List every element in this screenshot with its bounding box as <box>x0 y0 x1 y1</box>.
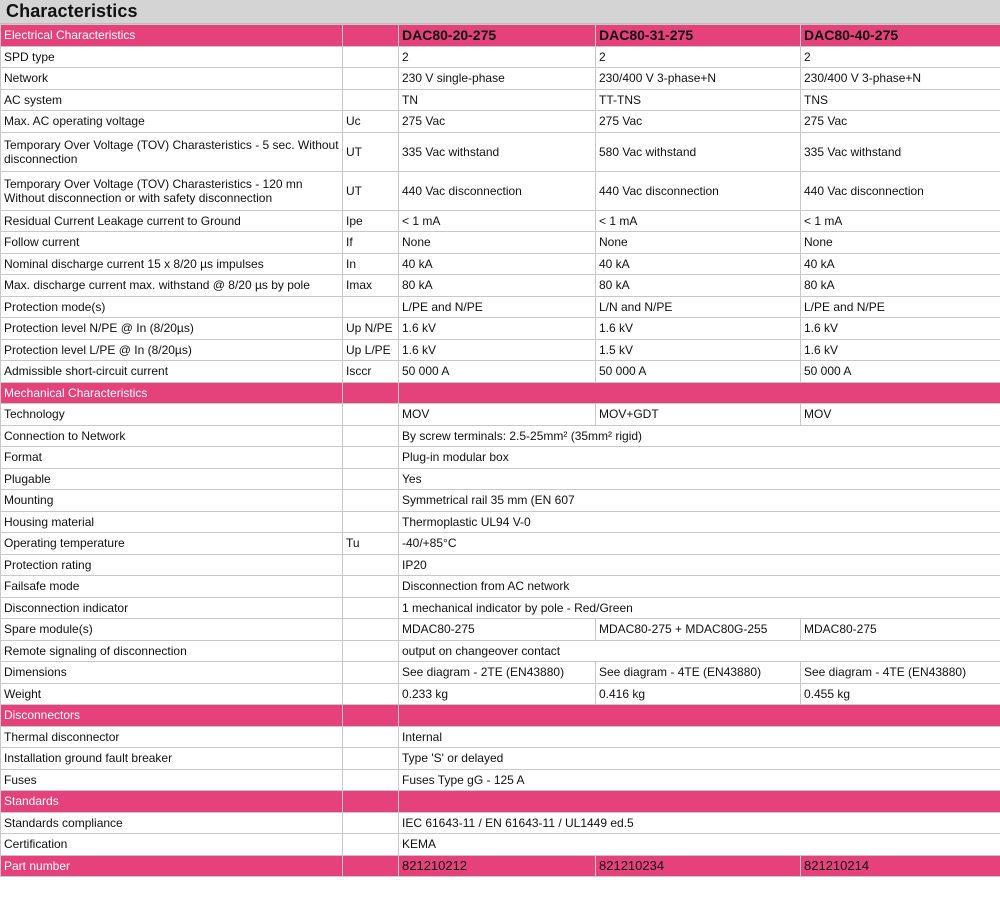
section-header-standards <box>1 791 1000 813</box>
row-symbol <box>343 490 399 512</box>
row-value: 40 kA <box>596 253 801 275</box>
row-symbol: Uc <box>343 111 399 133</box>
section-header-disconnectors <box>1 705 1000 727</box>
table-row <box>1 533 1000 555</box>
row-shared-value: Disconnection from AC network <box>399 576 1000 598</box>
row-symbol <box>343 89 399 111</box>
table-row <box>1 748 1000 770</box>
row-symbol <box>343 425 399 447</box>
table-body <box>1 25 1000 877</box>
section-title: Mechanical Characteristics <box>1 382 343 404</box>
row-symbol: If <box>343 232 399 254</box>
row-value: 335 Vac withstand <box>801 132 1000 171</box>
row-label: Max. AC operating voltage <box>1 111 343 133</box>
row-symbol: Imax <box>343 275 399 297</box>
row-shared-value: IEC 61643-11 / EN 61643-11 / UL1449 ed.5 <box>399 812 1000 834</box>
row-shared-value: Yes <box>399 468 1000 490</box>
table-row <box>1 683 1000 705</box>
section-header-mechanical <box>1 382 1000 404</box>
product-name: DAC80-40-275 <box>801 25 1000 47</box>
product-name: DAC80-20-275 <box>399 25 596 47</box>
row-symbol <box>343 46 399 68</box>
table-row <box>1 662 1000 684</box>
row-value: 50 000 A <box>801 361 1000 383</box>
row-value: 440 Vac disconnection <box>801 171 1000 210</box>
section-title: Disconnectors <box>1 705 343 727</box>
row-value: 2 <box>399 46 596 68</box>
table-row <box>1 171 1000 210</box>
row-shared-value: output on changeover contact <box>399 640 1000 662</box>
row-symbol: Isccr <box>343 361 399 383</box>
row-value: 1.6 kV <box>801 339 1000 361</box>
row-label: Protection level L/PE @ In (8/20µs) <box>1 339 343 361</box>
table-row <box>1 468 1000 490</box>
row-label: Protection level N/PE @ In (8/20µs) <box>1 318 343 340</box>
row-value: See diagram - 4TE (EN43880) <box>596 662 801 684</box>
table-row <box>1 46 1000 68</box>
row-label: Weight <box>1 683 343 705</box>
row-value: 80 kA <box>399 275 596 297</box>
row-label: Follow current <box>1 232 343 254</box>
row-shared-value: Internal <box>399 726 1000 748</box>
row-value: 440 Vac disconnection <box>399 171 596 210</box>
row-value: 80 kA <box>801 275 1000 297</box>
row-label: Housing material <box>1 511 343 533</box>
row-value: 2 <box>801 46 1000 68</box>
row-symbol <box>343 834 399 856</box>
table-row <box>1 210 1000 232</box>
row-symbol: UT <box>343 132 399 171</box>
section-symbol-cell <box>343 25 399 47</box>
table-row <box>1 554 1000 576</box>
table-row <box>1 89 1000 111</box>
row-label: Temporary Over Voltage (TOV) Charasteristics - 5 sec. Without disconnection <box>1 132 343 171</box>
row-label: Connection to Network <box>1 425 343 447</box>
row-label: Protection mode(s) <box>1 296 343 318</box>
row-value: None <box>801 232 1000 254</box>
row-label: Remote signaling of disconnection <box>1 640 343 662</box>
row-symbol: Up L/PE <box>343 339 399 361</box>
row-symbol <box>343 554 399 576</box>
section-blank <box>399 791 1000 813</box>
row-shared-value: Type 'S' or delayed <box>399 748 1000 770</box>
row-label: Standards compliance <box>1 812 343 834</box>
table-row <box>1 597 1000 619</box>
table-row <box>1 275 1000 297</box>
row-label: Max. discharge current max. withstand @ 8/20 µs by pole <box>1 275 343 297</box>
table-row <box>1 834 1000 856</box>
row-value: < 1 mA <box>399 210 596 232</box>
row-value: 40 kA <box>399 253 596 275</box>
table-row <box>1 576 1000 598</box>
section-symbol-cell <box>343 791 399 813</box>
row-value: 580 Vac withstand <box>596 132 801 171</box>
row-value: 0.455 kg <box>801 683 1000 705</box>
row-value: 80 kA <box>596 275 801 297</box>
table-row <box>1 296 1000 318</box>
row-value: 1.6 kV <box>399 318 596 340</box>
row-symbol <box>343 404 399 426</box>
row-value: 1.6 kV <box>801 318 1000 340</box>
row-symbol <box>343 683 399 705</box>
row-value: 1.6 kV <box>596 318 801 340</box>
table-row <box>1 68 1000 90</box>
row-value: TT-TNS <box>596 89 801 111</box>
row-value: 1.6 kV <box>399 339 596 361</box>
row-value: 0.233 kg <box>399 683 596 705</box>
row-value: L/PE and N/PE <box>399 296 596 318</box>
part-number-row <box>1 855 1000 877</box>
row-symbol <box>343 769 399 791</box>
table-row <box>1 511 1000 533</box>
table-row <box>1 812 1000 834</box>
row-value: 275 Vac <box>399 111 596 133</box>
table-row <box>1 726 1000 748</box>
row-label: Thermal disconnector <box>1 726 343 748</box>
row-label: Plugable <box>1 468 343 490</box>
row-label: Temporary Over Voltage (TOV) Charasteristics - 120 mn Without disconnection or with safety disconnection <box>1 171 343 210</box>
part-number-value: 821210212 <box>399 855 596 877</box>
row-symbol: Tu <box>343 533 399 555</box>
table-row <box>1 640 1000 662</box>
row-symbol: Up N/PE <box>343 318 399 340</box>
table-row <box>1 447 1000 469</box>
row-shared-value: Thermoplastic UL94 V-0 <box>399 511 1000 533</box>
row-value: MOV <box>399 404 596 426</box>
row-symbol <box>343 576 399 598</box>
row-shared-value: 1 mechanical indicator by pole - Red/Green <box>399 597 1000 619</box>
table-row <box>1 361 1000 383</box>
characteristics-table <box>0 24 1000 877</box>
row-value: None <box>596 232 801 254</box>
row-value: 0.416 kg <box>596 683 801 705</box>
part-number-label: Part number <box>1 855 343 877</box>
product-name: DAC80-31-275 <box>596 25 801 47</box>
table-row <box>1 253 1000 275</box>
row-label: Installation ground fault breaker <box>1 748 343 770</box>
section-title: Electrical Characteristics <box>1 25 343 47</box>
row-value: TNS <box>801 89 1000 111</box>
section-blank <box>399 382 1000 404</box>
row-value: None <box>399 232 596 254</box>
row-symbol <box>343 662 399 684</box>
table-row <box>1 619 1000 641</box>
row-label: Fuses <box>1 769 343 791</box>
section-header-electrical <box>1 25 1000 47</box>
table-row <box>1 232 1000 254</box>
table-row <box>1 404 1000 426</box>
row-value: MDAC80-275 <box>801 619 1000 641</box>
row-symbol <box>343 468 399 490</box>
row-label: Residual Current Leakage current to Ground <box>1 210 343 232</box>
row-symbol <box>343 640 399 662</box>
row-symbol <box>343 748 399 770</box>
row-value: 2 <box>596 46 801 68</box>
row-label: Technology <box>1 404 343 426</box>
row-value: L/PE and N/PE <box>801 296 1000 318</box>
row-label: Mounting <box>1 490 343 512</box>
row-shared-value: Fuses Type gG - 125 A <box>399 769 1000 791</box>
row-value: 230/400 V 3-phase+N <box>596 68 801 90</box>
row-value: 230 V single-phase <box>399 68 596 90</box>
row-symbol <box>343 619 399 641</box>
row-label: Spare module(s) <box>1 619 343 641</box>
part-number-value: 821210234 <box>596 855 801 877</box>
row-symbol <box>343 68 399 90</box>
row-symbol <box>343 812 399 834</box>
row-label: Certification <box>1 834 343 856</box>
row-label: AC system <box>1 89 343 111</box>
row-symbol <box>343 597 399 619</box>
row-label: Operating temperature <box>1 533 343 555</box>
row-symbol: UT <box>343 171 399 210</box>
row-value: MOV+GDT <box>596 404 801 426</box>
section-title: Standards <box>1 791 343 813</box>
table-row <box>1 111 1000 133</box>
row-value: TN <box>399 89 596 111</box>
row-value: MOV <box>801 404 1000 426</box>
row-symbol: Ipe <box>343 210 399 232</box>
row-symbol: In <box>343 253 399 275</box>
row-symbol <box>343 296 399 318</box>
row-shared-value: By screw terminals: 2.5-25mm² (35mm² rigid) <box>399 425 1000 447</box>
row-value: MDAC80-275 <box>399 619 596 641</box>
row-symbol <box>343 447 399 469</box>
row-shared-value: IP20 <box>399 554 1000 576</box>
row-value: 275 Vac <box>801 111 1000 133</box>
row-value: 275 Vac <box>596 111 801 133</box>
row-label: Nominal discharge current 15 x 8/20 µs impulses <box>1 253 343 275</box>
section-symbol-cell <box>343 855 399 877</box>
row-value: < 1 mA <box>596 210 801 232</box>
row-shared-value: Symmetrical rail 35 mm (EN 607 <box>399 490 1000 512</box>
row-value: < 1 mA <box>801 210 1000 232</box>
row-value: 40 kA <box>801 253 1000 275</box>
row-label: Format <box>1 447 343 469</box>
row-value: MDAC80-275 + MDAC80G-255 <box>596 619 801 641</box>
page-title: Characteristics <box>6 1 138 21</box>
part-number-value: 821210214 <box>801 855 1000 877</box>
row-label: Disconnection indicator <box>1 597 343 619</box>
table-row <box>1 490 1000 512</box>
row-label: Dimensions <box>1 662 343 684</box>
table-row <box>1 132 1000 171</box>
title-bar <box>0 0 1000 24</box>
row-shared-value: KEMA <box>399 834 1000 856</box>
row-label: SPD type <box>1 46 343 68</box>
section-symbol-cell <box>343 382 399 404</box>
row-symbol <box>343 726 399 748</box>
section-symbol-cell <box>343 705 399 727</box>
row-label: Admissible short-circuit current <box>1 361 343 383</box>
row-label: Network <box>1 68 343 90</box>
row-value: 335 Vac withstand <box>399 132 596 171</box>
table-row <box>1 318 1000 340</box>
row-symbol <box>343 511 399 533</box>
row-shared-value: -40/+85°C <box>399 533 1000 555</box>
row-value: 50 000 A <box>596 361 801 383</box>
section-blank <box>399 705 1000 727</box>
row-label: Failsafe mode <box>1 576 343 598</box>
row-value: 440 Vac disconnection <box>596 171 801 210</box>
table-row <box>1 769 1000 791</box>
row-value: See diagram - 4TE (EN43880) <box>801 662 1000 684</box>
row-value: 230/400 V 3-phase+N <box>801 68 1000 90</box>
row-shared-value: Plug-in modular box <box>399 447 1000 469</box>
table-row <box>1 425 1000 447</box>
row-label: Protection rating <box>1 554 343 576</box>
row-value: 1.5 kV <box>596 339 801 361</box>
row-value: 50 000 A <box>399 361 596 383</box>
row-value: L/N and N/PE <box>596 296 801 318</box>
row-value: See diagram - 2TE (EN43880) <box>399 662 596 684</box>
table-row <box>1 339 1000 361</box>
